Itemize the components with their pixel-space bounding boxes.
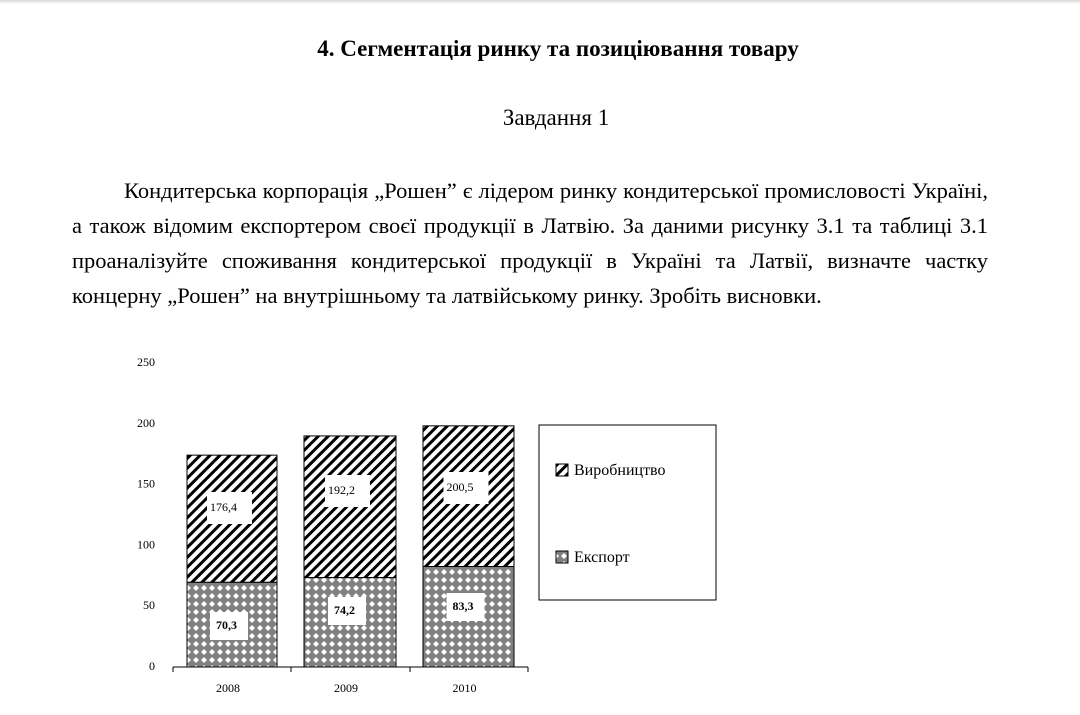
y-tick-label: 100 bbox=[137, 537, 155, 552]
y-tick-label: 150 bbox=[137, 476, 155, 491]
y-tick-label: 250 bbox=[137, 355, 155, 369]
task-heading: Завдання 1 bbox=[502, 105, 610, 130]
y-tick-label: 200 bbox=[137, 415, 155, 430]
legend-label: Експорт bbox=[574, 549, 630, 566]
task-paragraph: Кондитерська корпорація „Рошен” є лідером ринку кондитерської промисловості Україні, а також відомим експортером своєї продукції в Латвію. За даними рисунку 3.1 та таблиці 3.1 проаналізуйте споживання кондитерської продукції в Україні та Латвії, визначте частку концерну „Рошен” на внутрішньому та латвійському ринку. Зробіть висновки. bbox=[72, 178, 988, 308]
chart-legend bbox=[539, 425, 716, 600]
export-value-label: 74,2 bbox=[334, 603, 355, 617]
x-tick-label: 2009 bbox=[334, 681, 358, 695]
section-heading: 4. Сегментація ринку та позиціювання товару bbox=[317, 36, 799, 61]
y-tick-label: 0 bbox=[149, 659, 155, 673]
export-value-label: 83,3 bbox=[452, 599, 474, 613]
legend-label: Виробництво bbox=[574, 462, 666, 479]
production-value-label: 200,5 bbox=[446, 480, 474, 494]
production-value-label: 176,4 bbox=[210, 500, 237, 514]
legend-swatch-icon bbox=[556, 551, 568, 563]
y-tick-label: 50 bbox=[143, 598, 155, 613]
x-tick-label: 2010 bbox=[452, 681, 477, 695]
export-value-label: 70,3 bbox=[216, 618, 237, 632]
legend-swatch-icon bbox=[556, 464, 568, 476]
production-value-label: 192,2 bbox=[328, 483, 355, 497]
x-tick-label: 2008 bbox=[216, 681, 240, 695]
